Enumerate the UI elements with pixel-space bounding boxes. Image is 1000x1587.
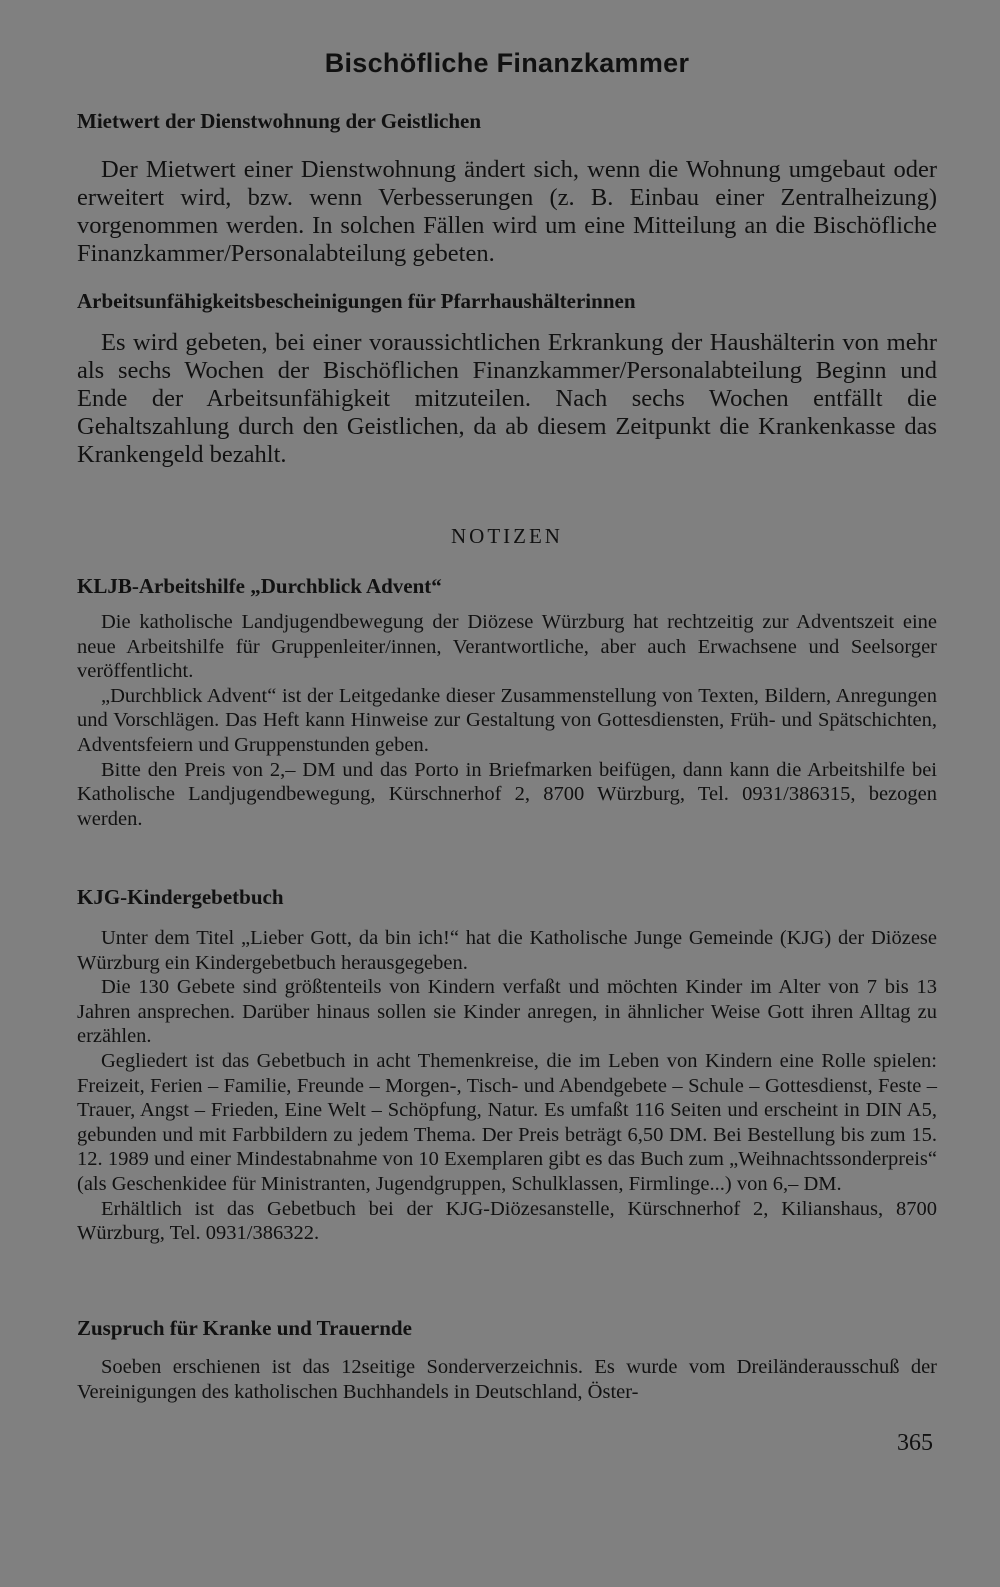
paragraph: Bitte den Preis von 2,– DM und das Porto in Briefmarken beifügen, dann kann die Arbeitshilfe bei Katholische Landjugendbewegung, Kürschnerhof 2, 8700 Würzburg, Tel. 0931/386315, bezogen werden.	[77, 758, 937, 830]
paragraph: „Durchblick Advent“ ist der Leitgedanke dieser Zusammenstellung von Texten, Bildern, Anregungen und Vorschlägen. Das Heft kann Hinweise zur Gestaltung von Gottesdiensten, Früh- und Spätschichten, Adventsfeiern und Gruppenstunden geben.	[77, 684, 937, 756]
notiz-zuspruch	[77, 1315, 937, 1404]
section-mietwert	[77, 108, 937, 268]
paragraph: Gegliedert ist das Gebetbuch in acht Themenkreise, die im Leben von Kindern eine Rolle spielen: Freizeit, Ferien – Familie, Freunde – Morgen-, Tisch- und Abendgebete – Schule – Gottesdienst, Feste – Trauer, Angst – Frieden, Eine Welt – Schöpfung, Natur. Es umfaßt 116 Seiten und erscheint in DIN A5, gebunden und mit Farbbildern zu jedem Thema. Der Preis beträgt 6,50 DM. Bei Bestellung bis zum 15. 12. 1989 und einer Mindestabnahme von 10 Exemplaren gibt es das Buch zum „Weihnachtssonderpreis“ (als Geschenkidee für Ministranten, Jugendgruppen, Schulklassen, Firmlinge...) von 6,– DM.	[77, 1049, 937, 1195]
paragraph: Es wird gebeten, bei einer voraussichtlichen Erkrankung der Haushälterin von mehr als sechs Wochen der Bischöflichen Finanzkammer/Personalabteilung Beginn und Ende der Arbeitsunfähigkeit mitzuteilen. Nach sechs Wochen entfällt die Gehaltszahlung durch den Geistlichen, da ab diesem Zeitpunkt die Krankenkasse das Krankengeld bezahlt.	[77, 329, 937, 468]
paragraph: Der Mietwert einer Dienstwohnung ändert sich, wenn die Wohnung umgebaut oder erweitert wird, bzw. wenn Verbesserungen (z. B. Einbau einer Zentralheizung) vorgenommen werden. In solchen Fällen wird um eine Mitteilung an die Bischöfliche Finanzkammer/Personalabteilung gebeten.	[77, 156, 937, 267]
notiz-kljb	[77, 573, 937, 831]
section-arbeitsunfaehigkeit	[77, 288, 937, 469]
notiz-heading: KJG-Kindergebetbuch	[77, 885, 284, 909]
paragraph: Unter dem Titel „Lieber Gott, da bin ich!“ hat die Katholische Junge Gemeinde (KJG) der Diözese Würzburg ein Kindergebetbuch herausgegeben.	[77, 927, 937, 974]
paragraph: Die katholische Landjugendbewegung der Diözese Würzburg hat rechtzeitig zur Adventszeit eine neue Arbeitshilfe für Gruppenleiter/innen, Verantwortliche, aber auch Erwachsene und Seelsorger veröffentlicht.	[77, 611, 937, 683]
section-heading: Arbeitsunfähigkeitsbescheinigungen für Pfarrhaushälterinnen	[77, 289, 636, 313]
page-title: Bischöfliche Finanzkammer	[324, 48, 690, 78]
notiz-kjg	[77, 884, 937, 1246]
section-heading: Mietwert der Dienstwohnung der Geistlichen	[77, 109, 482, 133]
notiz-heading: KLJB-Arbeitshilfe „Durchblick Advent“	[77, 574, 442, 598]
page-number: 365	[897, 1430, 933, 1456]
paragraph: Soeben erschienen ist das 12seitige Sonderverzeichnis. Es wurde vom Dreiländerausschuß der Vereinigungen des katholischen Buchhandels in Deutschland, Öster-	[77, 1356, 937, 1403]
paragraph: Erhältlich ist das Gebetbuch bei der KJG-Diözesanstelle, Kürschnerhof 2, Kilianshaus, 8700 Würzburg, Tel. 0931/386322.	[77, 1197, 937, 1245]
notizen-heading: NOTIZEN	[451, 524, 563, 548]
paragraph: Die 130 Gebete sind größtenteils von Kindern verfaßt und möchten Kinder im Alter von 7 bis 13 Jahren ansprechen. Darüber hinaus sollen sie Kinder anregen, in ähnlicher Weise Gott ihren Alltag zu erzählen.	[77, 976, 937, 1048]
notiz-heading: Zuspruch für Kranke und Trauernde	[77, 1316, 412, 1340]
